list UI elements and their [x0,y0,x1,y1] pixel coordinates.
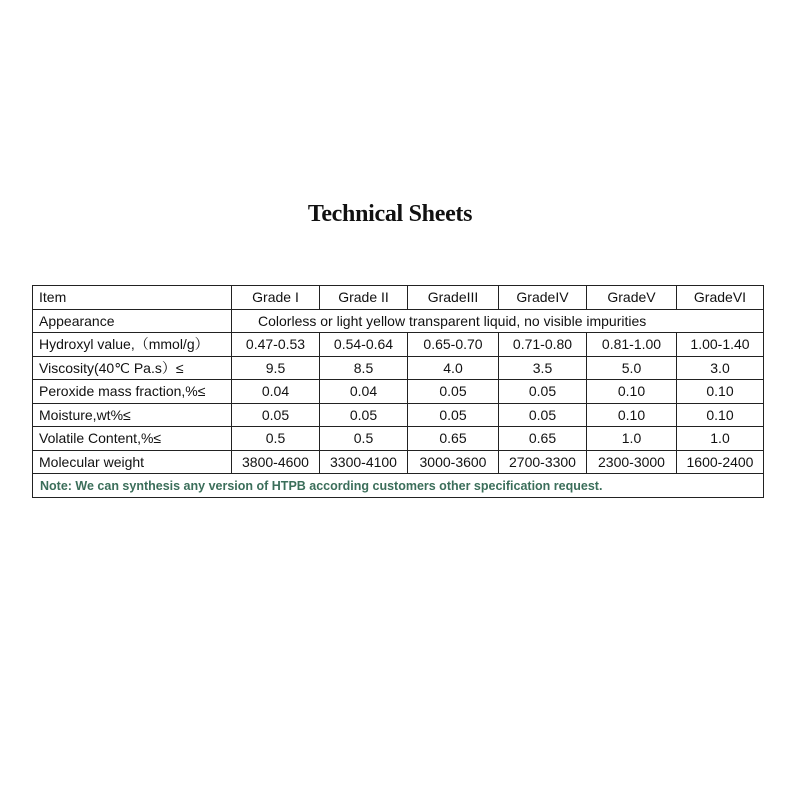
row-label: Molecular weight [33,450,232,474]
page-title: Technical Sheets [307,201,473,227]
table-cell: 0.05 [499,380,587,404]
technical-spec-table [32,285,764,498]
table-cell: 0.05 [232,403,320,427]
table-cell: 3800-4600 [232,450,320,474]
table-note: Note: We can synthesis any version of HTPB according customers other specification request. [33,474,764,498]
table-row [33,356,764,380]
table-cell: 0.71-0.80 [499,333,587,357]
row-label: Hydroxyl value,（mmol/g） [33,333,232,357]
table-row-appearance [33,309,764,333]
row-label: Peroxide mass fraction,%≤ [33,380,232,404]
table-row [33,450,764,474]
table-cell: 0.81-1.00 [587,333,677,357]
table-cell: 5.0 [587,356,677,380]
table-cell: 3.0 [677,356,764,380]
table-row [33,403,764,427]
table-cell: 1.0 [677,427,764,451]
row-label: Viscosity(40℃ Pa.s）≤ [33,356,232,380]
table-cell: 3000-3600 [408,450,499,474]
header-grade: GradeIII [408,286,499,310]
row-label: Moisture,wt%≤ [33,403,232,427]
table-note-row [33,474,764,498]
table-cell: 0.65 [499,427,587,451]
table-cell: 0.05 [408,380,499,404]
header-grade: GradeVI [677,286,764,310]
header-item: Item [33,286,232,310]
table-cell: 0.10 [677,403,764,427]
table-cell: 0.04 [232,380,320,404]
table-cell: 0.65-0.70 [408,333,499,357]
table-cell: 1.0 [587,427,677,451]
appearance-value: Colorless or light yellow transparent liquid, no visible impurities [232,309,764,333]
table-cell: 0.04 [320,380,408,404]
header-grade: Grade II [320,286,408,310]
table-cell: 4.0 [408,356,499,380]
header-grade: GradeV [587,286,677,310]
table-cell: 3300-4100 [320,450,408,474]
table-cell: 0.47-0.53 [232,333,320,357]
row-label: Appearance [33,309,232,333]
table-cell: 0.05 [408,403,499,427]
table-cell: 1600-2400 [677,450,764,474]
table-cell: 0.10 [677,380,764,404]
table-cell: 2300-3000 [587,450,677,474]
table-row [33,427,764,451]
table-cell: 0.10 [587,380,677,404]
table-cell: 2700-3300 [499,450,587,474]
table-row [33,333,764,357]
table-cell: 1.00-1.40 [677,333,764,357]
table-cell: 0.65 [408,427,499,451]
header-grade: Grade I [232,286,320,310]
table-cell: 0.5 [232,427,320,451]
table-cell: 9.5 [232,356,320,380]
table-header-row [33,286,764,310]
table-cell: 0.10 [587,403,677,427]
row-label: Volatile Content,%≤ [33,427,232,451]
table-cell: 0.54-0.64 [320,333,408,357]
table-cell: 0.5 [320,427,408,451]
table-cell: 3.5 [499,356,587,380]
table-cell: 0.05 [320,403,408,427]
table-cell: 8.5 [320,356,408,380]
table-cell: 0.05 [499,403,587,427]
table-row [33,380,764,404]
header-grade: GradeIV [499,286,587,310]
